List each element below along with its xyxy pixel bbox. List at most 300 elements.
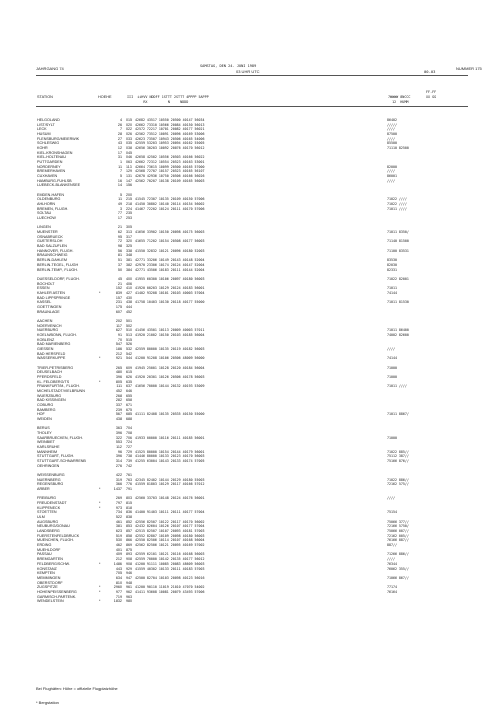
mountain-marker: * <box>99 379 101 384</box>
extra-groups: 82030 <box>387 262 397 267</box>
observation-groups: 42771 33206 10149 20143 40148 52004 <box>135 258 205 263</box>
extra-groups: 75066 007// <box>387 529 409 534</box>
station-name: COBURG <box>37 402 54 407</box>
station-id: 776 <box>126 482 132 487</box>
time-label: 03 UHR UTC <box>236 69 260 74</box>
station-height: 37 <box>117 262 122 267</box>
station-name: HOF <box>37 412 45 417</box>
station-id: 962 <box>126 589 132 594</box>
column-header-extra-line2: 12 HUMM <box>388 99 409 104</box>
station-name: AHLHORN <box>37 202 56 207</box>
observation-groups: 42559 53203 10953 20094 40162 55005 <box>135 141 205 146</box>
station-id: 046 <box>126 155 132 160</box>
station-name: BAD LIPPSPRINGE <box>37 295 71 300</box>
extra-groups: 76166 887// <box>387 538 409 543</box>
station-height: 26 <box>117 122 122 127</box>
station-id: 637 <box>126 384 132 389</box>
station-height: 186 <box>115 346 122 351</box>
station-id: 858 <box>126 533 132 538</box>
extra-groups: 72162 575// <box>387 482 409 487</box>
station-height: 810 <box>115 580 122 585</box>
station-id: 131 <box>126 174 132 179</box>
mountain-marker: * <box>99 599 101 604</box>
table-row <box>0 599 504 604</box>
observation-groups: 41920 20301 10126 20506 40178 56003 <box>135 374 205 379</box>
station-name: LUECHOW <box>37 216 56 221</box>
station-height: 49 <box>117 202 122 207</box>
extra-groups: 71066 867// <box>387 575 409 580</box>
station-height: 72 <box>117 239 122 244</box>
station-id: 317 <box>126 234 132 239</box>
station-id: 838 <box>126 515 132 520</box>
observation-groups: 41111 82408 10135 20535 40150 55000 <box>135 412 205 417</box>
station-id: 803 <box>126 496 132 501</box>
extra-groups: 75112 387// <box>387 454 409 459</box>
station-height: 212 <box>115 557 122 562</box>
station-name: CUXHAVEN <box>37 174 58 179</box>
station-name: NOERVENICH <box>37 323 62 328</box>
extra-groups: 82331 <box>387 267 397 272</box>
station-height: 4 <box>119 118 122 122</box>
station-height: 21 <box>117 281 122 286</box>
station-id: 706 <box>126 435 132 440</box>
observation-groups: 42552 82807 10109 20098 40180 56003 <box>135 533 205 538</box>
station-name: GIESSEN <box>37 346 54 351</box>
station-name: BREMEN, FLUGH. <box>37 206 69 211</box>
observation-groups: 41920 21002 10150 20103 40185 56004 <box>135 332 205 337</box>
extra-groups: //// <box>387 127 395 132</box>
observation-groups: 41450 30802 10140 20114 40154 56002 <box>135 202 205 207</box>
station-name: HOHENPEISSENBERG <box>37 589 77 594</box>
extra-groups: 71011 <box>387 286 397 291</box>
extra-groups: //// <box>387 178 395 183</box>
station-id: 035 <box>126 141 132 146</box>
extra-groups: 83530 <box>387 258 397 263</box>
station-name: WEISSENBURG <box>37 473 65 478</box>
extra-groups: 71022 885// <box>387 449 409 454</box>
station-id: 015 <box>126 118 132 122</box>
station-id: 384 <box>126 267 132 272</box>
station-name: FREUDENSTADT <box>37 501 67 506</box>
station-name: BAD KISSINGEN <box>37 398 66 403</box>
extra-groups: 71022 //// <box>387 202 407 207</box>
station-id: 063 <box>126 160 132 165</box>
station-height: 396 <box>115 454 122 459</box>
station-height: 438 <box>115 417 122 421</box>
extra-groups: 71011 8867/ <box>387 412 409 417</box>
station-name: KL. FELDBERG/TS <box>37 379 70 384</box>
station-id: 626 <box>126 374 132 379</box>
mountain-marker: * <box>99 561 101 566</box>
station-id: 763 <box>126 477 132 482</box>
station-id: 688 <box>126 417 132 421</box>
station-height: 81 <box>117 253 122 258</box>
observation-groups: 41200 90110 11019 21010 47070 54002 <box>135 585 205 590</box>
station-height: 27 <box>117 136 122 141</box>
station-name: STUTTGART, FLUGH. <box>37 454 75 459</box>
mountain-marker: * <box>99 589 101 594</box>
observation-groups: 41758 10403 10130 20118 40177 55000 <box>135 300 205 305</box>
observation-groups: 41559 81803 10129 20117 40166 57012 <box>135 482 205 487</box>
column-header-height: HOEHE <box>98 95 112 99</box>
observation-groups: 42500 82704 10103 20098 40123 56016 <box>135 575 205 580</box>
station-id: 382 <box>126 262 132 267</box>
extra-groups: 76062 355// <box>387 566 409 571</box>
station-height: 152 <box>115 286 122 291</box>
station-name: WEIDEN <box>37 417 52 421</box>
station-height: 627 <box>115 328 122 333</box>
observation-groups: 42771 43506 10183 20111 40144 52004 <box>135 267 205 272</box>
station-height: 11 <box>118 164 122 169</box>
station-height: 265 <box>115 365 122 370</box>
station-id: 961 <box>126 585 132 590</box>
station-name: LUEBECK-BLANKENSEE <box>37 183 81 188</box>
station-id: 818 <box>126 505 132 510</box>
extra-groups: ///// <box>387 122 397 127</box>
station-height: 314 <box>115 459 122 464</box>
extra-groups: //// <box>387 496 395 501</box>
observation-groups: 42682 43517 10550 20500 40147 56034 <box>135 118 205 122</box>
station-height: 70 <box>117 337 122 342</box>
station-height: 117 <box>116 323 122 328</box>
station-id: 908 <box>126 561 132 566</box>
station-name: OBERSTDORF <box>37 580 63 585</box>
station-height: 1486 <box>113 561 122 566</box>
station-name: MUENCHEN, FLUGH. <box>37 538 74 543</box>
station-height: 381 <box>115 524 122 529</box>
extra-groups: 72166 5750/ <box>387 524 409 529</box>
mountain-marker: * <box>99 356 101 361</box>
station-name: OEHRINGEN <box>37 463 60 468</box>
station-height: 797 <box>115 501 122 506</box>
station-id: 381 <box>126 258 132 263</box>
station-id: 646 <box>126 388 132 393</box>
station-table <box>0 118 504 604</box>
station-name: SCHLESWIG <box>37 141 60 146</box>
station-id: 671 <box>126 402 132 407</box>
station-name: HUSUM <box>37 132 51 137</box>
column-header-extra-line4: XX GG <box>426 94 437 99</box>
station-id: 444 <box>126 304 132 309</box>
station-height: 634 <box>115 575 122 580</box>
extra-groups: 71000 <box>387 435 397 440</box>
extra-groups: 82000 <box>387 164 397 169</box>
station-id: 724 <box>126 440 132 445</box>
station-height: 276 <box>115 463 122 468</box>
station-height: 98 <box>117 244 122 249</box>
extra-groups: 74144 <box>387 290 397 295</box>
extra-groups: 71011 8350/ <box>387 230 409 235</box>
station-name: GOETTINGEN <box>37 304 62 309</box>
observation-groups: 41467 72202 10124 20111 40170 57006 <box>135 206 205 211</box>
station-name: BREMERHAVEN <box>37 169 66 174</box>
station-name: ESSEN <box>37 286 50 291</box>
extra-groups: //// <box>387 136 395 141</box>
station-id: 852 <box>126 519 132 524</box>
extra-groups: 77174 <box>387 585 397 590</box>
observation-groups: 42664 73615 10099 20500 40165 57000 <box>135 164 205 169</box>
station-name: KEMPTEN <box>37 571 55 576</box>
station-height: 973 <box>115 505 122 510</box>
observation-groups: 41945 25001 10128 20120 40184 56004 <box>135 365 205 370</box>
station-id: 200 <box>126 192 132 197</box>
station-id: 708 <box>126 431 132 436</box>
station-name: FUERSTENFELDBRUCK <box>37 533 80 538</box>
extra-groups: 71022 886// <box>387 477 409 482</box>
station-id: 427 <box>126 290 132 295</box>
observation-groups: 42556 82507 10122 20117 40170 56002 <box>135 519 205 524</box>
station-height: 607 <box>115 309 122 314</box>
station-height: 322 <box>115 435 122 440</box>
station-name: LINGEN <box>37 225 51 230</box>
extra-groups: 71266 886// <box>387 552 409 557</box>
station-height: 1437 <box>113 487 122 492</box>
station-id: 742 <box>126 463 132 468</box>
extra-groups: 71000 <box>387 374 397 379</box>
station-height: 112 <box>116 445 122 450</box>
station-id: 045 <box>126 150 132 155</box>
mountain-marker: * <box>99 487 101 492</box>
observation-groups: 41200 91208 10106 20506 48009 56000 <box>135 356 205 361</box>
station-name: ERDING <box>37 543 52 548</box>
station-id: 313 <box>126 230 132 235</box>
station-name: ARBER <box>37 487 50 492</box>
station-name: KAHLER ASTEN <box>37 290 65 295</box>
observation-groups: 41200 91111 10085 20083 48609 56003 <box>135 561 205 566</box>
observation-groups: 42656 30203 10092 20076 40170 56012 <box>135 146 205 151</box>
station-height: 28 <box>117 132 122 137</box>
page-range-label: 00-03 <box>424 69 436 74</box>
station-id: 218 <box>126 202 132 207</box>
station-name: SAARBRUECKEN, FLUGH. <box>37 435 84 440</box>
station-id: 893 <box>126 552 132 557</box>
station-id: 875 <box>126 547 132 552</box>
station-id: 320 <box>126 239 132 244</box>
observation-groups: 42568 72707 10157 20523 40165 56107 <box>135 169 205 174</box>
station-name: KOBLENZ <box>37 337 55 342</box>
column-header-station: STATION <box>37 95 53 99</box>
station-height: 2960 <box>113 585 122 590</box>
station-id: 452 <box>126 309 132 314</box>
station-height: 77 <box>117 211 122 216</box>
station-height: 409 <box>115 552 122 557</box>
observation-groups: 42572 72217 10701 20082 40177 56021 <box>135 127 205 132</box>
station-height: 396 <box>115 431 122 436</box>
station-name: FLENSBURG/MEIERWIK <box>37 136 80 141</box>
station-height: 17 <box>117 216 122 221</box>
station-name: BERUS <box>37 426 50 431</box>
observation-groups: 41402 93208 10101 20103 40003 57004 <box>135 290 205 295</box>
station-height: 175 <box>115 304 122 309</box>
station-height: 547 <box>115 342 122 347</box>
station-id: 869 <box>126 543 132 548</box>
station-name: PUTTGARDEN <box>37 160 63 165</box>
station-height: 12 <box>117 146 122 151</box>
footnote-mountain-station: * Bergstation <box>36 699 59 705</box>
station-name: ULM <box>37 515 45 520</box>
station-height: 5 <box>119 174 122 179</box>
station-name: BERLIN-TEGEL, FLUGH <box>37 262 79 267</box>
extra-groups: //// <box>387 169 395 174</box>
station-name: DUESSELDORF, FLUGH. <box>37 276 80 281</box>
station-name: HELGOLAND <box>37 118 60 122</box>
observation-groups: 41456 43501 10113 20009 40003 57011 <box>135 328 205 333</box>
station-height: 111 <box>116 384 122 389</box>
extra-groups: 71022 82001 <box>387 276 409 281</box>
station-height: 519 <box>115 533 122 538</box>
extra-groups: 85500 <box>387 141 397 146</box>
station-height: 401 <box>115 547 122 552</box>
station-name: ZUGSPITZE <box>37 585 58 590</box>
extra-groups: 86402 <box>387 118 397 122</box>
station-name: LANDSBERG <box>37 529 60 534</box>
station-height: 50 <box>117 267 122 272</box>
header-rule-top <box>36 75 468 76</box>
station-height: 212 <box>115 351 122 356</box>
observation-groups: 42562 70207 10138 20109 40165 56003 <box>135 178 205 183</box>
station-id: 635 <box>126 379 132 384</box>
extra-groups: 71100 83531 <box>387 248 409 253</box>
station-id: 729 <box>126 449 132 454</box>
column-header-obs-line1: III iiHVV NDDFF 1STTT 2STTT 4PPPP 5APPP <box>127 95 209 99</box>
station-name: BERLIN-DAHLEM <box>37 258 67 263</box>
observation-groups: 41955 60300 10106 20097 40180 56003 <box>135 276 205 281</box>
mountain-marker: * <box>99 290 101 295</box>
extra-groups: 887// <box>387 543 397 548</box>
station-name: BERLIN-TEMP., FLUGH. <box>37 267 78 272</box>
observation-groups: 42970 23306 10174 20124 40147 52004 <box>135 262 205 267</box>
extra-groups: 87500 <box>387 132 397 137</box>
station-height: 452 <box>115 388 122 393</box>
station-height: 45 <box>117 276 122 281</box>
observation-groups: 42559 80000 10135 20119 40182 56003 <box>135 346 205 351</box>
observation-groups: 42670 42936 10750 20506 40166 56026 <box>135 174 205 179</box>
station-height: 1 <box>119 160 122 165</box>
extra-groups: 71140 81500 <box>387 239 409 244</box>
station-height: 623 <box>115 529 122 534</box>
observation-groups: 42559 62101 10121 20116 40168 56003 <box>135 552 205 557</box>
observation-groups: 42550 82506 10114 20107 40168 56004 <box>135 538 205 543</box>
station-id: 305 <box>126 225 132 230</box>
station-id: 325 <box>126 244 132 249</box>
station-name: KOHR <box>37 146 48 151</box>
station-name: KONSTANZ <box>37 566 57 571</box>
station-id: 738 <box>126 454 132 459</box>
station-height: 43 <box>117 141 122 146</box>
station-id: 544 <box>126 356 132 361</box>
station-name: WUERZBURG <box>37 393 62 398</box>
observation-groups: 41655 71202 10154 20508 40177 56003 <box>135 239 205 244</box>
station-name: NORDERNEY <box>37 164 61 169</box>
station-name: REGENSBURG <box>37 482 64 487</box>
station-name: STOETTEN <box>37 510 57 515</box>
observation-groups: 42560 33703 10148 20124 40176 56001 <box>135 496 205 501</box>
observation-groups: 41255 63004 10143 20133 40174 57005 <box>135 459 205 464</box>
extra-groups: 74144 <box>387 356 397 361</box>
station-id: 235 <box>126 211 132 216</box>
station-height: 5 <box>119 192 122 197</box>
station-id: 038 <box>126 146 132 151</box>
station-name: KOELN/BONN, FLUGH. <box>37 332 77 337</box>
volume-label: JAHRGANG 74 <box>36 66 64 71</box>
extra-groups: 71011 //// <box>387 384 407 389</box>
station-id: 526 <box>126 342 132 347</box>
station-name: WEINBIET <box>37 440 55 445</box>
station-id: 400 <box>126 276 132 281</box>
station-height: 268 <box>115 393 122 398</box>
observation-groups: 42559 70000 10142 20135 40177 56012 <box>135 557 205 562</box>
station-name: MANNHEIM <box>37 449 58 454</box>
extra-groups: 71000 <box>387 365 397 370</box>
station-name: MICHELSTADT/VIELBRUNN <box>37 388 85 393</box>
station-id: 020 <box>126 122 132 127</box>
station-id: 908 <box>126 557 132 562</box>
station-id: 510 <box>126 328 132 333</box>
observation-groups: 41400 91403 10111 20111 40177 57004 <box>135 510 205 515</box>
station-height: 96 <box>117 449 122 454</box>
station-id: 929 <box>126 566 132 571</box>
station-id: 739 <box>126 459 132 464</box>
station-height: 363 <box>115 426 122 431</box>
observation-groups: 41446 80000 10133 20123 40170 56003 <box>135 454 205 459</box>
station-name: KARLSRUHE <box>37 445 60 450</box>
extra-groups: 76344 <box>387 561 397 566</box>
station-name: LECK <box>37 127 47 132</box>
station-name: PASSAU <box>37 552 52 557</box>
extra-groups: 86001 <box>387 174 397 179</box>
station-height: 719 <box>115 594 122 599</box>
station-id: 542 <box>126 351 132 356</box>
station-height: 530 <box>115 538 122 543</box>
station-name: THOLEY <box>37 431 52 436</box>
station-height: 522 <box>115 515 122 520</box>
extra-groups: 75154 <box>387 510 397 515</box>
observation-groups: 41411 93608 10081 20079 43493 57006 <box>135 589 205 594</box>
station-height: 366 <box>115 482 122 487</box>
observation-groups: 42623 73507 10943 20506 40165 54006 <box>135 136 205 141</box>
station-id: 430 <box>126 295 132 300</box>
extra-groups: 75066 377// <box>387 519 409 524</box>
station-id: 685 <box>126 412 132 417</box>
station-height: 1832 <box>113 599 122 604</box>
station-height: 21 <box>117 225 122 230</box>
station-name: BAD SALZUFLEN <box>37 244 67 249</box>
station-name: OLDENBURG <box>37 197 61 202</box>
station-id: 853 <box>126 524 132 529</box>
station-id: 675 <box>126 407 132 412</box>
station-name: WASSERKUPPE <box>37 356 66 361</box>
observation-groups: 42345 82402 10144 20129 40180 55003 <box>135 477 205 482</box>
station-id: 836 <box>126 510 132 515</box>
station-name: BREMGARTEN <box>37 557 63 562</box>
station-name: EMDEN-HAFEN <box>37 192 65 197</box>
station-height: 16 <box>117 178 122 183</box>
station-id: 147 <box>126 178 132 183</box>
station-id: 857 <box>126 529 132 534</box>
station-height: 51 <box>117 258 122 263</box>
station-name: MUENSTER <box>37 230 58 235</box>
mountain-marker: * <box>99 505 101 510</box>
station-height: 239 <box>115 407 122 412</box>
station-id: 348 <box>126 253 132 258</box>
station-name: HAMBURG-FUHLSB <box>37 178 72 183</box>
station-height: 7 <box>119 169 122 174</box>
station-height: 11 <box>118 197 122 202</box>
station-name: MUEHLDORF <box>37 547 61 552</box>
station-name: OSNABRUECK <box>37 234 63 239</box>
column-header-extra-line1: 7WWWW 8NCCC <box>388 95 411 99</box>
station-height: 462 <box>115 543 122 548</box>
